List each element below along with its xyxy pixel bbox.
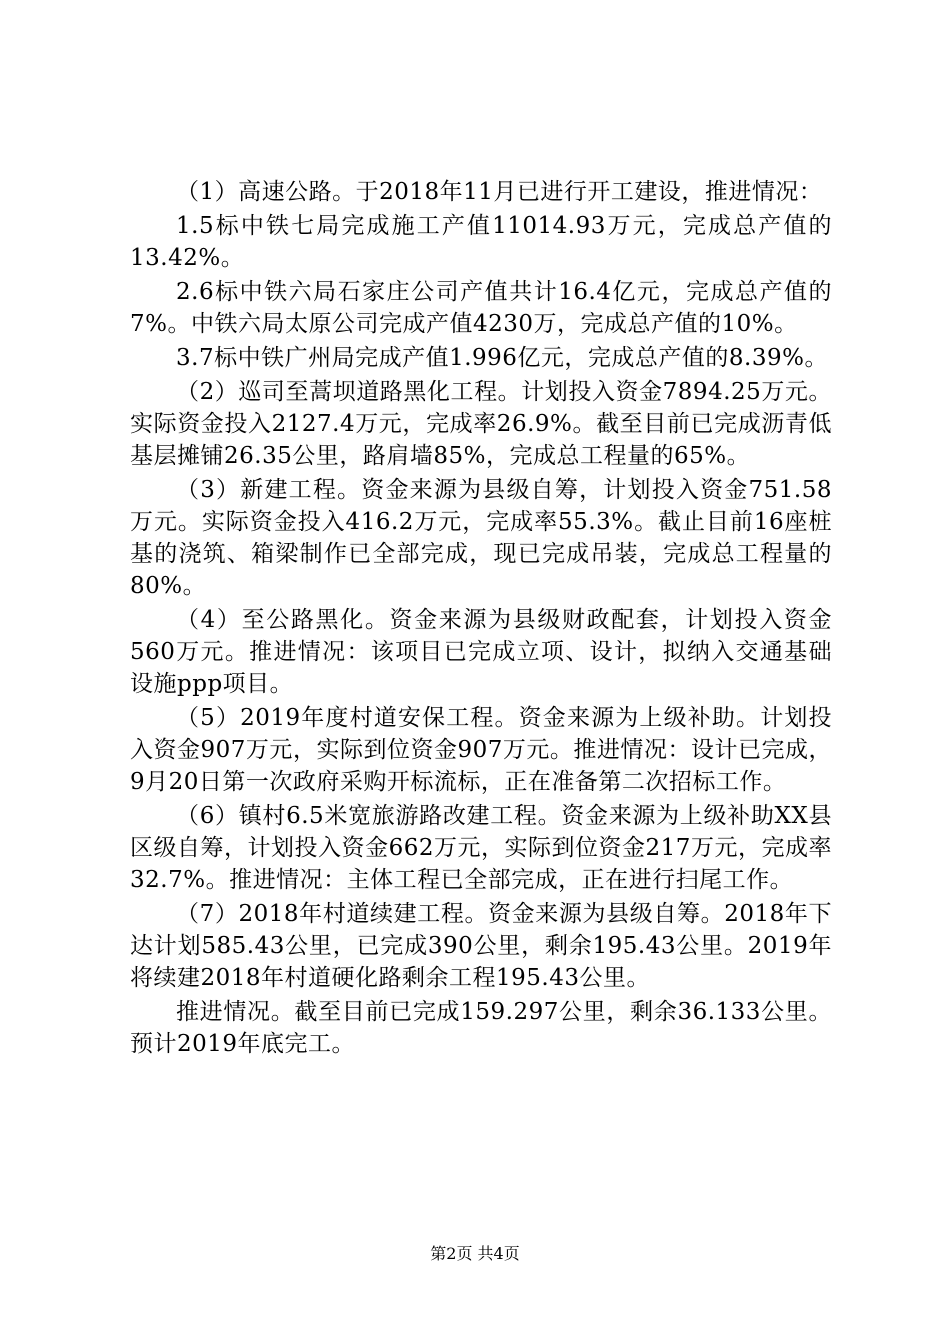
paragraph-section-5: 1.5标中铁七局完成施工产值11014.93万元，完成总产值的13.42%。	[130, 213, 832, 271]
paragraph-section-7: 3.7标中铁广州局完成产值1.996亿元，完成总产值的8.39%。	[176, 345, 828, 371]
paragraph-safety-project: （5）2019年度村道安保工程。资金来源为上级补助。计划投入资金907万元，实际到位资金907万元。推进情况：设计已完成，9月20日第一次政府采购开标流标，正在准备第二次招标工作。	[130, 705, 832, 795]
paragraph-highway: （1）高速公路。于2018年11月已进行开工建设，推进情况：	[176, 179, 823, 205]
paragraph-road-blacktop: （2）巡司至蒿坝道路黑化工程。计划投入资金7894.25万元。实际资金投入2127.4万元，完成率26.9%。截至目前已完成沥青低基层摊铺26.35公里，路肩墙85%，完成总工程量的65%。	[130, 379, 832, 469]
paragraph-highway-blacktop: （4）至公路黑化。资金来源为县级财政配套，计划投入资金560万元。推进情况：该项目已完成立项、设计，拟纳入交通基础设施ppp项目。	[130, 607, 832, 697]
paragraph-section-6: 2.6标中铁六局石家庄公司产值共计16.4亿元，完成总产值的7%。中铁六局太原公司完成产值4230万，完成总产值的10%。	[130, 279, 832, 337]
body-text	[130, 176, 832, 1060]
paragraph-new-construction: （3）新建工程。资金来源为县级自筹，计划投入资金751.58万元。实际资金投入416.2万元，完成率55.3%。截止目前16座桩基的浇筑、箱梁制作已全部完成，现已完成吊装，完成总工程量的80%。	[130, 477, 832, 599]
paragraph-tourism-road: （6）镇村6.5米宽旅游路改建工程。资金来源为上级补助XX县区级自筹，计划投入资金662万元，实际到位资金217万元，完成率32.7%。推进情况：主体工程已全部完成，正在进行扫尾工作。	[130, 803, 832, 893]
page-number-footer: 第2页 共4页	[430, 1244, 520, 1263]
paragraph-village-road: （7）2018年村道续建工程。资金来源为县级自筹。2018年下达计划585.43公里，已完成390公里，剩余195.43公里。2019年将续建2018年村道硬化路剩余工程195.43公里。	[130, 901, 832, 991]
paragraph-progress: 推进情况。截至目前已完成159.297公里，剩余36.133公里。预计2019年底完工。	[130, 999, 832, 1057]
